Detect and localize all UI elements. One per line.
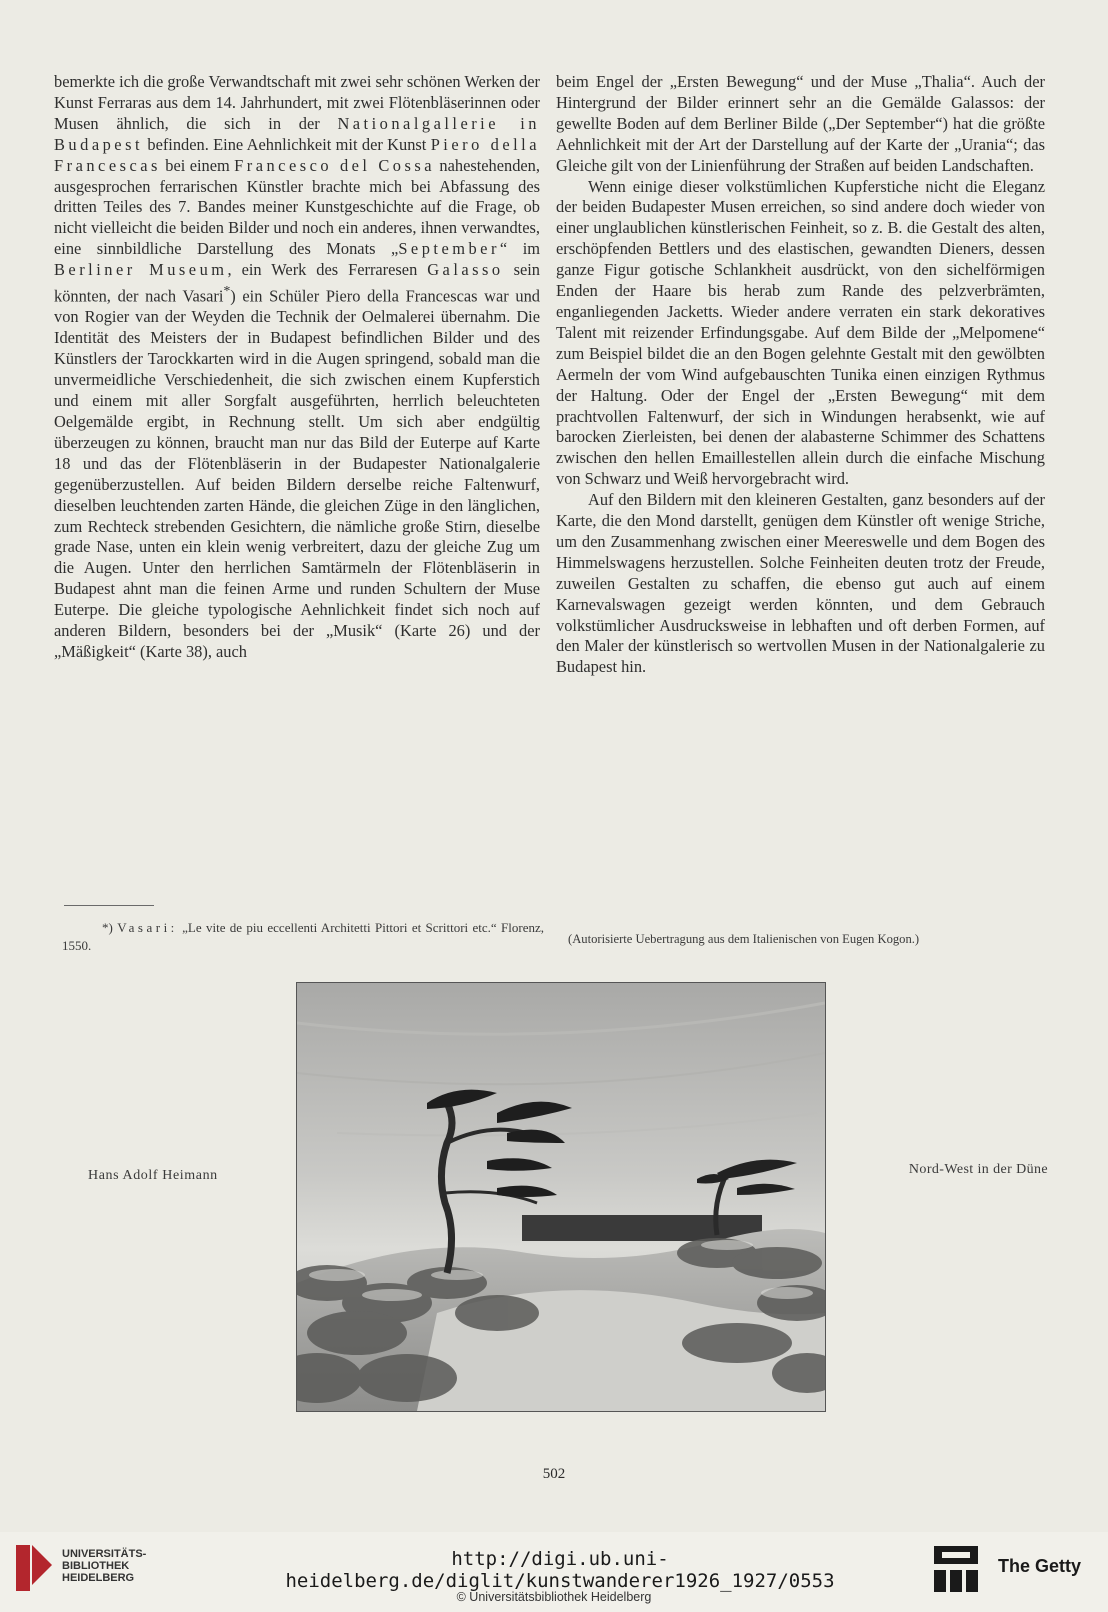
right-paragraph-2: Wenn einige dieser volkstümlichen Kupferstiche nicht die Eleganz der beiden Budapester Musen erreichen, so sind andere doch wieder von einer unglaublichen künstlerischen Feinheit, so z. B. die Gestalt des alten, erschöpfenden Bettlers und des elastischen, gewandten Dieners, dessen ganze Figur gotische Schlankheit ausdrückt, von den sichelförmigen Enden der Haare bis herab zum Rande des pelzverbrämten, enganliegenden Jacketts. Wieder andere verraten ein stark dekoratives Talent mit reizender Erfindungsgabe. Auf dem Bilde der „Melpomene“ zum Beispiel bildet die an den Bogen gelehnte Gestalt mit den gewölbten Aermeln der vom Wind aufgebauschten Tunika einen einzigen Rythmus der Haltung. Oder der Engel der „Ersten Bewegung“ mit dem prachtvollen Faltenwurf, der sich in Windungen herabsenkt, wie auf barocken Zierleisten, bei denen der alabasterne Schimmer des Schattens zwischen den hellen Emaillestellen allein durch die einfache Mischung von Schwarz und Weiß hervorgebracht wird. [556, 176, 1045, 489]
right-paragraph-3: Auf den Bildern mit den kleineren Gestalten, ganz besonders auf der Karte, die den Mond darstellt, genügen dem Künstler oft wenige Striche, um den Zusammenhang zwischen einer Meereswelle und dem Bogen des Himmelswagens herzustellen. Solche Feinheiten deuten trotz der Freude, zuweilen Gestalten zu schaffen, die ebenso gut auch auf einem Karnevalswagen gezeigt werden könnten, und dem Gebrauch volkstümlicher Ausdrucksweise in lebhaften und oft derben Formen, auf den Maler der künstlerisch so wertvollen Musen in der Nationalgalerie zu Budapest hin. [556, 490, 1045, 677]
painting-image [296, 982, 826, 1412]
copyright-notice: © Universitätsbibliothek Heidelberg [456, 1590, 652, 1604]
left-text-column [54, 72, 540, 663]
figure-title-caption: Nord-West in der Düne [908, 1162, 1048, 1177]
emphasis-nationalgallerie: Nationalgallerie in Budapest [54, 113, 540, 154]
getty-name: The Getty [998, 1556, 1082, 1576]
figure-artist-caption: Hans Adolf Heimann [88, 1168, 218, 1183]
footnote-rule [64, 905, 154, 906]
university-library-logo-icon [12, 1541, 56, 1595]
emphasis-september: September [398, 239, 500, 259]
getty-logo-icon [932, 1544, 980, 1594]
footnote-author: Vasari: [117, 920, 178, 935]
painting-dune-storm [297, 983, 825, 1411]
university-library-name: UNIVERSITÄTS- BIBLIOTHEK HEIDELBERG [62, 1548, 147, 1584]
translation-note: (Autorisierte Uebertragung aus dem Italienischen von Eugen Kogon.) [568, 932, 920, 946]
right-paragraph-1: beim Engel der „Ersten Bewegung“ und der Muse „Thalia“. Auch der Hintergrund der Bilder erinnert sehr an die Gemälde Galassos: der gewellte Boden auf dem Berliner Bilde („Der September“) hat die größte Aehnlichkeit mit der Art der Darstellung auf der Karte der „Urania“; das Gleiche gilt von der Linienführung der Straßen auf beiden Landschaften. [556, 72, 1045, 175]
emphasis-piero: Piero della Francescas [54, 134, 540, 175]
permalink-url[interactable]: http://digi.ub.uni-heidelberg.de/diglit/kunstwanderer1926_1927/0553 [285, 1548, 835, 1592]
logo-bar [16, 1545, 30, 1591]
footnote-marker: * [223, 283, 231, 299]
page-number: 502 [542, 1466, 566, 1482]
right-text-column [556, 72, 1045, 678]
emphasis-berliner-museum: Berliner Museum [54, 260, 228, 280]
footnote: *) Vasari: „Le vite de piu eccellenti Architetti Pittori et Scrittori etc.“ Florenz, 1550. [62, 920, 544, 953]
emphasis-galasso: Galasso [427, 260, 504, 280]
emphasis-cossa: Francesco del Cossa [234, 155, 436, 175]
logo-chevron [32, 1545, 52, 1585]
left-paragraph: bemerkte ich die große Verwandtschaft mit zwei sehr schönen Werken der Kunst Ferraras aus dem 14. Jahrhundert, mit zwei Flötenbläserinnen oder Musen ähnlich, die sich in der Nationalgallerie in Budapest befinden. Eine Aehnlichkeit mit der Kunst Piero della Francescas bei einem Francesco del Cossa nahestehenden, ausgesprochen ferrarischen Künstler brachte mich bei Abfassung des dritten Teiles des 7. Bandes meiner Kunstgeschichte auf die Frage, ob nicht vielleicht die beiden Bilder und noch ein anderes, ihnen verwandtes, eine sinnbildliche Darstellung des Monats „September“ im Berliner Museum, ein Werk des Ferraresen Galasso sein könnten, der nach Vasari*) ein Schüler Piero della Francescas war und von Rogier van der Weyden die Technik der Oelmalerei übernahm. Die Identität des Meisters der in Budapest befindlichen Bilder und des Künstlers der Tarockkarten wird in die Augen springend, sobald man die unvermeidliche Verschiedenheit, die sich zwischen einem Kupferstich und einem mit aller Sorgfalt ausgeführten, herrlich beleuchteten Oelgemälde ergibt, in Rechnung stellt. Um sich aber endgültig überzeugen zu können, braucht man nur das Bild der Euterpe auf Karte 18 und das der Flötenbläserin in der Budapester Nationalgalerie gegenüberzustellen. Auf beiden Bildern derselbe reiche Faltenwurf, dieselben leuchtenden zarten Hände, die gleichen Züge in den länglichen, zum Rechteck strebenden Gesichtern, die nämliche große Stirn, dieselbe grade Nase, unten ein klein wenig verbreitert, dazu der gleiche Zug um die Augen. Unter den herrlichen Samtärmeln der Flötenbläserin in Budapest ahnt man die feinen Arme und runden Schultern der Muse Euterpe. Die gleiche typologische Aehnlichkeit findet sich noch auf anderen Bildern, besonders bei der „Musik“ (Karte 26) und der „Mäßigkeit“ (Karte 38), auch [54, 72, 540, 661]
